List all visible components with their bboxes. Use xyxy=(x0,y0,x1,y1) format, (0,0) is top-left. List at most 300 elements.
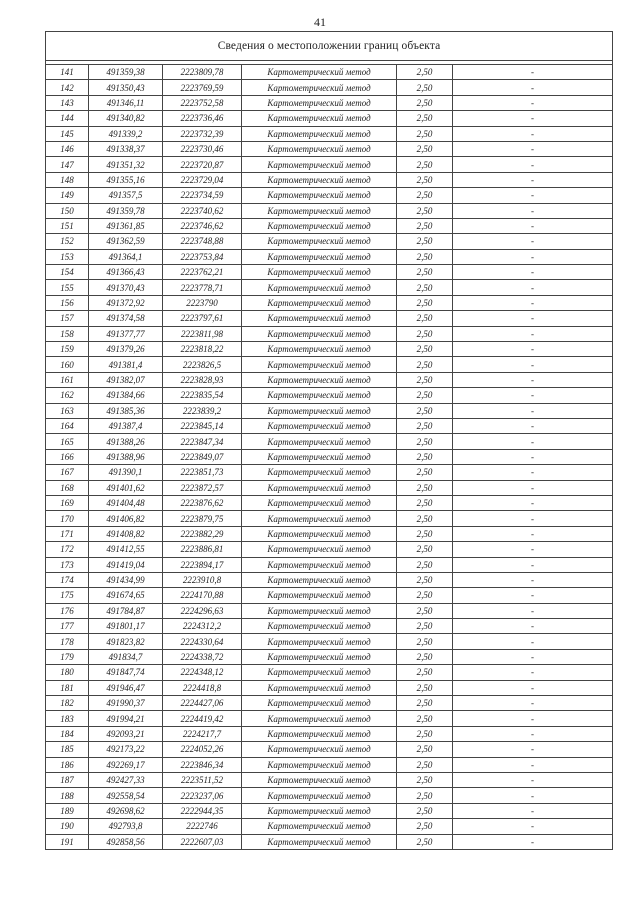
y-coordinate-cell: 2224418,8 xyxy=(163,680,242,695)
method-cell: Картометрический метод xyxy=(242,495,397,510)
x-coordinate-cell: 491404,48 xyxy=(89,495,163,510)
y-coordinate-cell: 2224296,63 xyxy=(163,603,242,618)
description-cell: - xyxy=(453,172,613,187)
accuracy-cell: 2,50 xyxy=(397,495,453,510)
x-coordinate-cell: 491784,87 xyxy=(89,603,163,618)
point-number-cell: 175 xyxy=(46,588,89,603)
y-coordinate-cell: 2223846,34 xyxy=(163,757,242,772)
y-coordinate-cell: 2223769,59 xyxy=(163,80,242,95)
accuracy-cell: 2,50 xyxy=(397,665,453,680)
y-coordinate-cell: 2224330,64 xyxy=(163,634,242,649)
y-coordinate-cell: 2223736,46 xyxy=(163,111,242,126)
accuracy-cell: 2,50 xyxy=(397,572,453,587)
table-row xyxy=(46,434,613,449)
x-coordinate-cell: 491434,99 xyxy=(89,572,163,587)
method-cell: Картометрический метод xyxy=(242,434,397,449)
accuracy-cell: 2,50 xyxy=(397,342,453,357)
accuracy-cell: 2,50 xyxy=(397,619,453,634)
method-cell: Картометрический метод xyxy=(242,819,397,834)
method-cell: Картометрический метод xyxy=(242,403,397,418)
accuracy-cell: 2,50 xyxy=(397,234,453,249)
method-cell: Картометрический метод xyxy=(242,280,397,295)
method-cell: Картометрический метод xyxy=(242,418,397,433)
point-number-cell: 166 xyxy=(46,449,89,464)
table-row xyxy=(46,265,613,280)
table-row xyxy=(46,511,613,526)
y-coordinate-cell: 2223237,06 xyxy=(163,788,242,803)
x-coordinate-cell: 491362,59 xyxy=(89,234,163,249)
description-cell: - xyxy=(453,434,613,449)
x-coordinate-cell: 492698,62 xyxy=(89,803,163,818)
y-coordinate-cell: 2223762,21 xyxy=(163,265,242,280)
table-row xyxy=(46,388,613,403)
x-coordinate-cell: 491406,82 xyxy=(89,511,163,526)
description-cell: - xyxy=(453,634,613,649)
method-cell: Картометрический метод xyxy=(242,480,397,495)
method-cell: Картометрический метод xyxy=(242,249,397,264)
point-number-cell: 153 xyxy=(46,249,89,264)
method-cell: Картометрический метод xyxy=(242,511,397,526)
table-row xyxy=(46,557,613,572)
table-row xyxy=(46,619,613,634)
table-row xyxy=(46,788,613,803)
method-cell: Картометрический метод xyxy=(242,449,397,464)
point-number-cell: 147 xyxy=(46,157,89,172)
accuracy-cell: 2,50 xyxy=(397,111,453,126)
description-cell: - xyxy=(453,218,613,233)
x-coordinate-cell: 491355,16 xyxy=(89,172,163,187)
accuracy-cell: 2,50 xyxy=(397,788,453,803)
method-cell: Картометрический метод xyxy=(242,649,397,664)
table-row xyxy=(46,95,613,110)
description-cell: - xyxy=(453,95,613,110)
description-cell: - xyxy=(453,126,613,141)
y-coordinate-cell: 2223746,62 xyxy=(163,218,242,233)
method-cell: Картометрический метод xyxy=(242,619,397,634)
description-cell: - xyxy=(453,342,613,357)
accuracy-cell: 2,50 xyxy=(397,311,453,326)
point-number-cell: 169 xyxy=(46,495,89,510)
description-cell: - xyxy=(453,280,613,295)
point-number-cell: 177 xyxy=(46,619,89,634)
accuracy-cell: 2,50 xyxy=(397,141,453,156)
x-coordinate-cell: 491339,2 xyxy=(89,126,163,141)
accuracy-cell: 2,50 xyxy=(397,757,453,772)
point-number-cell: 167 xyxy=(46,465,89,480)
method-cell: Картометрический метод xyxy=(242,188,397,203)
y-coordinate-cell: 2223879,75 xyxy=(163,511,242,526)
x-coordinate-cell: 491401,62 xyxy=(89,480,163,495)
table-row xyxy=(46,634,613,649)
accuracy-cell: 2,50 xyxy=(397,95,453,110)
accuracy-cell: 2,50 xyxy=(397,711,453,726)
accuracy-cell: 2,50 xyxy=(397,834,453,849)
description-cell: - xyxy=(453,65,613,80)
accuracy-cell: 2,50 xyxy=(397,696,453,711)
description-cell: - xyxy=(453,326,613,341)
point-number-cell: 148 xyxy=(46,172,89,187)
description-cell: - xyxy=(453,157,613,172)
table-row xyxy=(46,495,613,510)
x-coordinate-cell: 491385,36 xyxy=(89,403,163,418)
x-coordinate-cell: 491388,96 xyxy=(89,449,163,464)
x-coordinate-cell: 491357,5 xyxy=(89,188,163,203)
table-row xyxy=(46,649,613,664)
y-coordinate-cell: 2222607,03 xyxy=(163,834,242,849)
y-coordinate-cell: 2223753,84 xyxy=(163,249,242,264)
point-number-cell: 184 xyxy=(46,726,89,741)
y-coordinate-cell: 2223732,39 xyxy=(163,126,242,141)
method-cell: Картометрический метод xyxy=(242,726,397,741)
description-cell: - xyxy=(453,295,613,310)
x-coordinate-cell: 491994,21 xyxy=(89,711,163,726)
accuracy-cell: 2,50 xyxy=(397,803,453,818)
method-cell: Картометрический метод xyxy=(242,203,397,218)
point-number-cell: 151 xyxy=(46,218,89,233)
table-row xyxy=(46,465,613,480)
accuracy-cell: 2,50 xyxy=(397,280,453,295)
description-cell: - xyxy=(453,403,613,418)
description-cell: - xyxy=(453,665,613,680)
point-number-cell: 144 xyxy=(46,111,89,126)
y-coordinate-cell: 2223894,17 xyxy=(163,557,242,572)
point-number-cell: 143 xyxy=(46,95,89,110)
method-cell: Картометрический метод xyxy=(242,342,397,357)
y-coordinate-cell: 2222944,35 xyxy=(163,803,242,818)
method-cell: Картометрический метод xyxy=(242,172,397,187)
table-row xyxy=(46,295,613,310)
table-row xyxy=(46,665,613,680)
description-cell: - xyxy=(453,557,613,572)
accuracy-cell: 2,50 xyxy=(397,557,453,572)
x-coordinate-cell: 491359,78 xyxy=(89,203,163,218)
description-cell: - xyxy=(453,788,613,803)
y-coordinate-cell: 2223839,2 xyxy=(163,403,242,418)
method-cell: Картометрический метод xyxy=(242,557,397,572)
table-row xyxy=(46,311,613,326)
table-row xyxy=(46,172,613,187)
point-number-cell: 188 xyxy=(46,788,89,803)
table-row xyxy=(46,834,613,849)
accuracy-cell: 2,50 xyxy=(397,295,453,310)
y-coordinate-cell: 2223835,54 xyxy=(163,388,242,403)
y-coordinate-cell: 2222746 xyxy=(163,819,242,834)
description-cell: - xyxy=(453,726,613,741)
accuracy-cell: 2,50 xyxy=(397,403,453,418)
table-row xyxy=(46,326,613,341)
point-number-cell: 178 xyxy=(46,634,89,649)
method-cell: Картометрический метод xyxy=(242,265,397,280)
accuracy-cell: 2,50 xyxy=(397,511,453,526)
x-coordinate-cell: 491350,43 xyxy=(89,80,163,95)
description-cell: - xyxy=(453,757,613,772)
description-cell: - xyxy=(453,388,613,403)
x-coordinate-cell: 492427,33 xyxy=(89,772,163,787)
table-row xyxy=(46,711,613,726)
table-row xyxy=(46,218,613,233)
table-row xyxy=(46,126,613,141)
point-number-cell: 154 xyxy=(46,265,89,280)
x-coordinate-cell: 491351,32 xyxy=(89,157,163,172)
y-coordinate-cell: 2224419,42 xyxy=(163,711,242,726)
description-cell: - xyxy=(453,742,613,757)
table-row xyxy=(46,742,613,757)
method-cell: Картометрический метод xyxy=(242,218,397,233)
method-cell: Картометрический метод xyxy=(242,634,397,649)
x-coordinate-cell: 491946,47 xyxy=(89,680,163,695)
x-coordinate-cell: 491674,65 xyxy=(89,588,163,603)
x-coordinate-cell: 491379,26 xyxy=(89,342,163,357)
point-number-cell: 141 xyxy=(46,65,89,80)
y-coordinate-cell: 2223511,52 xyxy=(163,772,242,787)
method-cell: Картометрический метод xyxy=(242,680,397,695)
accuracy-cell: 2,50 xyxy=(397,449,453,464)
y-coordinate-cell: 2223752,58 xyxy=(163,95,242,110)
y-coordinate-cell: 2223886,81 xyxy=(163,542,242,557)
x-coordinate-cell: 492173,22 xyxy=(89,742,163,757)
description-cell: - xyxy=(453,526,613,541)
point-number-cell: 163 xyxy=(46,403,89,418)
method-cell: Картометрический метод xyxy=(242,465,397,480)
point-number-cell: 174 xyxy=(46,572,89,587)
table-row xyxy=(46,403,613,418)
y-coordinate-cell: 2224052,26 xyxy=(163,742,242,757)
accuracy-cell: 2,50 xyxy=(397,218,453,233)
description-cell: - xyxy=(453,480,613,495)
table-row xyxy=(46,203,613,218)
point-number-cell: 176 xyxy=(46,603,89,618)
y-coordinate-cell: 2223818,22 xyxy=(163,342,242,357)
accuracy-cell: 2,50 xyxy=(397,772,453,787)
method-cell: Картометрический метод xyxy=(242,696,397,711)
point-number-cell: 173 xyxy=(46,557,89,572)
table-row xyxy=(46,141,613,156)
description-cell: - xyxy=(453,234,613,249)
x-coordinate-cell: 491823,82 xyxy=(89,634,163,649)
description-cell: - xyxy=(453,311,613,326)
accuracy-cell: 2,50 xyxy=(397,742,453,757)
method-cell: Картометрический метод xyxy=(242,757,397,772)
description-cell: - xyxy=(453,711,613,726)
page-number: 41 xyxy=(314,15,326,29)
accuracy-cell: 2,50 xyxy=(397,542,453,557)
accuracy-cell: 2,50 xyxy=(397,634,453,649)
table-row xyxy=(46,542,613,557)
point-number-cell: 165 xyxy=(46,434,89,449)
x-coordinate-cell: 492558,54 xyxy=(89,788,163,803)
method-cell: Картометрический метод xyxy=(242,603,397,618)
y-coordinate-cell: 2223828,93 xyxy=(163,372,242,387)
accuracy-cell: 2,50 xyxy=(397,680,453,695)
table-row xyxy=(46,526,613,541)
x-coordinate-cell: 491381,4 xyxy=(89,357,163,372)
accuracy-cell: 2,50 xyxy=(397,588,453,603)
point-number-cell: 142 xyxy=(46,80,89,95)
method-cell: Картометрический метод xyxy=(242,357,397,372)
method-cell: Картометрический метод xyxy=(242,526,397,541)
accuracy-cell: 2,50 xyxy=(397,434,453,449)
y-coordinate-cell: 2224312,2 xyxy=(163,619,242,634)
description-cell: - xyxy=(453,680,613,695)
accuracy-cell: 2,50 xyxy=(397,326,453,341)
y-coordinate-cell: 2223720,87 xyxy=(163,157,242,172)
point-number-cell: 186 xyxy=(46,757,89,772)
description-cell: - xyxy=(453,465,613,480)
point-number-cell: 185 xyxy=(46,742,89,757)
table-row xyxy=(46,588,613,603)
description-cell: - xyxy=(453,603,613,618)
y-coordinate-cell: 2223847,34 xyxy=(163,434,242,449)
accuracy-cell: 2,50 xyxy=(397,249,453,264)
y-coordinate-cell: 2223826,5 xyxy=(163,357,242,372)
point-number-cell: 171 xyxy=(46,526,89,541)
x-coordinate-cell: 491990,37 xyxy=(89,696,163,711)
method-cell: Картометрический метод xyxy=(242,388,397,403)
x-coordinate-cell: 491372,92 xyxy=(89,295,163,310)
boundary-coordinates-table xyxy=(45,31,613,850)
method-cell: Картометрический метод xyxy=(242,126,397,141)
table-row xyxy=(46,449,613,464)
y-coordinate-cell: 2223876,62 xyxy=(163,495,242,510)
method-cell: Картометрический метод xyxy=(242,141,397,156)
table-row xyxy=(46,680,613,695)
point-number-cell: 191 xyxy=(46,834,89,849)
table-row xyxy=(46,772,613,787)
y-coordinate-cell: 2223734,59 xyxy=(163,188,242,203)
x-coordinate-cell: 491359,38 xyxy=(89,65,163,80)
table-row xyxy=(46,803,613,818)
x-coordinate-cell: 491387,4 xyxy=(89,418,163,433)
point-number-cell: 182 xyxy=(46,696,89,711)
accuracy-cell: 2,50 xyxy=(397,819,453,834)
accuracy-cell: 2,50 xyxy=(397,480,453,495)
method-cell: Картометрический метод xyxy=(242,788,397,803)
description-cell: - xyxy=(453,649,613,664)
point-number-cell: 187 xyxy=(46,772,89,787)
y-coordinate-cell: 2223809,78 xyxy=(163,65,242,80)
table-row xyxy=(46,234,613,249)
method-cell: Картометрический метод xyxy=(242,326,397,341)
method-cell: Картометрический метод xyxy=(242,542,397,557)
x-coordinate-cell: 491382,07 xyxy=(89,372,163,387)
y-coordinate-cell: 2223790 xyxy=(163,295,242,310)
point-number-cell: 180 xyxy=(46,665,89,680)
description-cell: - xyxy=(453,819,613,834)
method-cell: Картометрический метод xyxy=(242,234,397,249)
point-number-cell: 149 xyxy=(46,188,89,203)
description-cell: - xyxy=(453,542,613,557)
point-number-cell: 150 xyxy=(46,203,89,218)
x-coordinate-cell: 491390,1 xyxy=(89,465,163,480)
accuracy-cell: 2,50 xyxy=(397,188,453,203)
point-number-cell: 168 xyxy=(46,480,89,495)
table-row xyxy=(46,726,613,741)
y-coordinate-cell: 2223882,29 xyxy=(163,526,242,541)
accuracy-cell: 2,50 xyxy=(397,265,453,280)
table-row xyxy=(46,249,613,264)
point-number-cell: 172 xyxy=(46,542,89,557)
description-cell: - xyxy=(453,449,613,464)
table-row xyxy=(46,80,613,95)
x-coordinate-cell: 491340,82 xyxy=(89,111,163,126)
description-cell: - xyxy=(453,111,613,126)
accuracy-cell: 2,50 xyxy=(397,603,453,618)
y-coordinate-cell: 2223740,62 xyxy=(163,203,242,218)
table-row xyxy=(46,65,613,80)
accuracy-cell: 2,50 xyxy=(397,80,453,95)
y-coordinate-cell: 2223729,04 xyxy=(163,172,242,187)
description-cell: - xyxy=(453,372,613,387)
y-coordinate-cell: 2224348,12 xyxy=(163,665,242,680)
description-cell: - xyxy=(453,619,613,634)
method-cell: Картометрический метод xyxy=(242,111,397,126)
x-coordinate-cell: 491847,74 xyxy=(89,665,163,680)
method-cell: Картометрический метод xyxy=(242,665,397,680)
point-number-cell: 157 xyxy=(46,311,89,326)
method-cell: Картометрический метод xyxy=(242,95,397,110)
point-number-cell: 162 xyxy=(46,388,89,403)
accuracy-cell: 2,50 xyxy=(397,357,453,372)
x-coordinate-cell: 492093,21 xyxy=(89,726,163,741)
point-number-cell: 170 xyxy=(46,511,89,526)
table-row xyxy=(46,819,613,834)
method-cell: Картометрический метод xyxy=(242,588,397,603)
method-cell: Картометрический метод xyxy=(242,65,397,80)
table-row xyxy=(46,280,613,295)
description-cell: - xyxy=(453,772,613,787)
point-number-cell: 189 xyxy=(46,803,89,818)
y-coordinate-cell: 2224338,72 xyxy=(163,649,242,664)
method-cell: Картометрический метод xyxy=(242,772,397,787)
accuracy-cell: 2,50 xyxy=(397,203,453,218)
y-coordinate-cell: 2224427,06 xyxy=(163,696,242,711)
accuracy-cell: 2,50 xyxy=(397,418,453,433)
table-row xyxy=(46,603,613,618)
method-cell: Картометрический метод xyxy=(242,803,397,818)
description-cell: - xyxy=(453,696,613,711)
x-coordinate-cell: 491384,66 xyxy=(89,388,163,403)
table-row xyxy=(46,757,613,772)
point-number-cell: 181 xyxy=(46,680,89,695)
x-coordinate-cell: 491374,58 xyxy=(89,311,163,326)
method-cell: Картометрический метод xyxy=(242,311,397,326)
table-row xyxy=(46,111,613,126)
point-number-cell: 190 xyxy=(46,819,89,834)
x-coordinate-cell: 491419,04 xyxy=(89,557,163,572)
y-coordinate-cell: 2223910,8 xyxy=(163,572,242,587)
point-number-cell: 179 xyxy=(46,649,89,664)
table-row xyxy=(46,372,613,387)
x-coordinate-cell: 491388,26 xyxy=(89,434,163,449)
accuracy-cell: 2,50 xyxy=(397,388,453,403)
description-cell: - xyxy=(453,188,613,203)
accuracy-cell: 2,50 xyxy=(397,465,453,480)
description-cell: - xyxy=(453,572,613,587)
description-cell: - xyxy=(453,495,613,510)
description-cell: - xyxy=(453,141,613,156)
method-cell: Картометрический метод xyxy=(242,834,397,849)
point-number-cell: 160 xyxy=(46,357,89,372)
point-number-cell: 159 xyxy=(46,342,89,357)
accuracy-cell: 2,50 xyxy=(397,526,453,541)
accuracy-cell: 2,50 xyxy=(397,65,453,80)
x-coordinate-cell: 491834,7 xyxy=(89,649,163,664)
description-cell: - xyxy=(453,588,613,603)
method-cell: Картометрический метод xyxy=(242,742,397,757)
table-row xyxy=(46,342,613,357)
x-coordinate-cell: 491346,11 xyxy=(89,95,163,110)
description-cell: - xyxy=(453,249,613,264)
